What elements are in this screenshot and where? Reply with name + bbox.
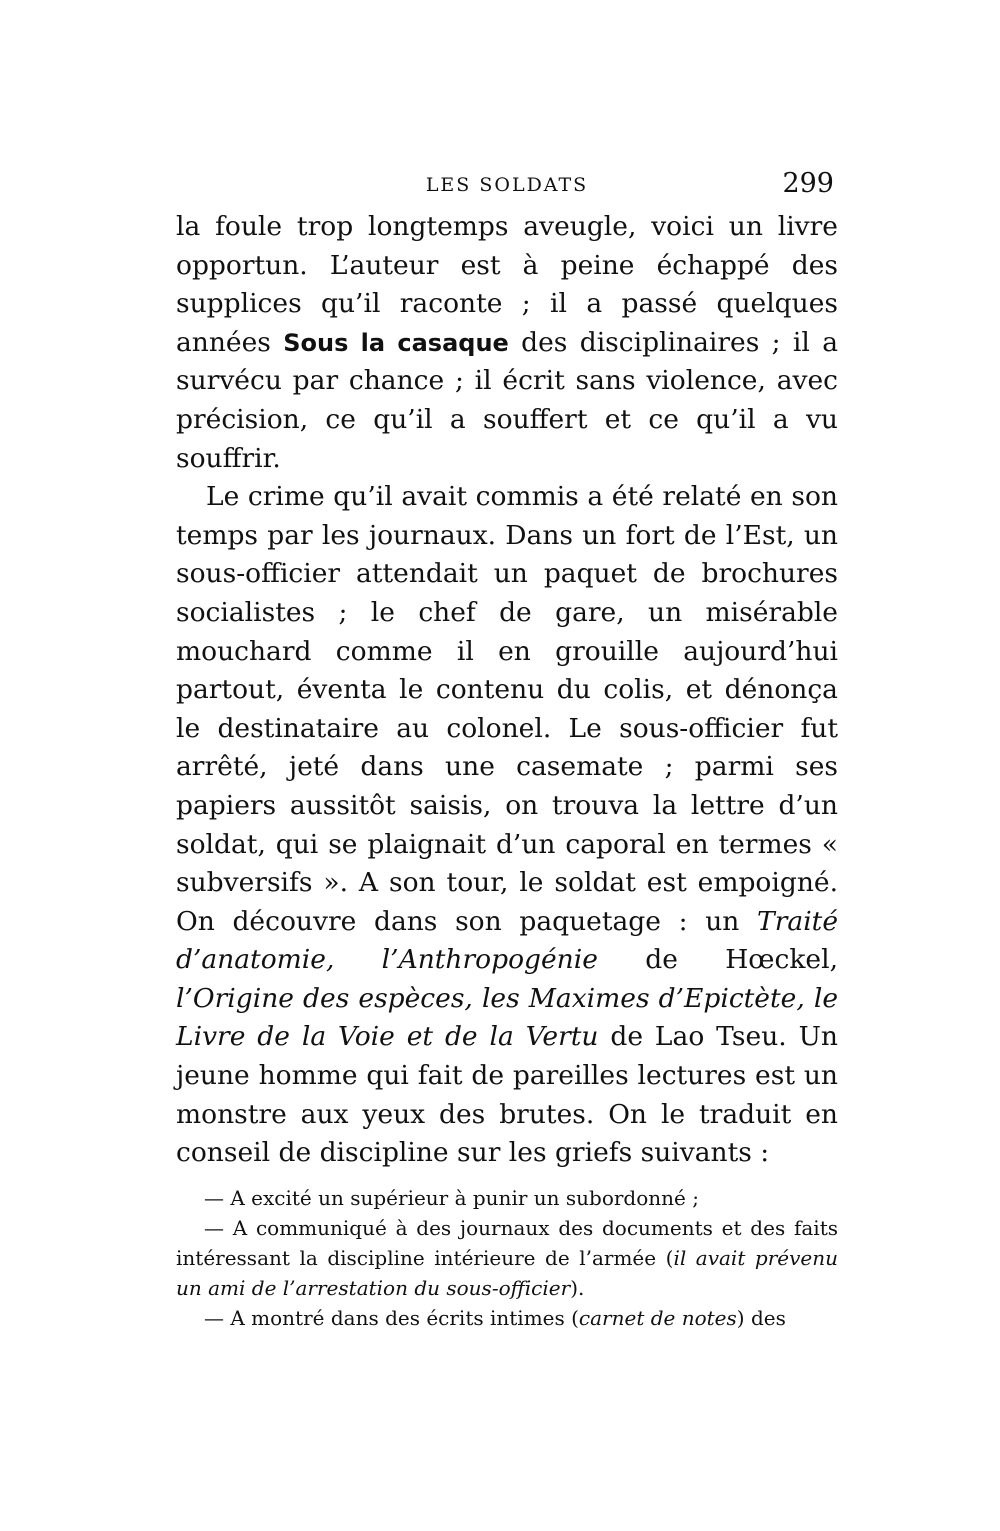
grievance-3-italic: carnet de notes [578, 1305, 737, 1330]
grievance-list [176, 1183, 838, 1333]
paragraph-1-text-a: la foule trop longtemps aveugle, voici un livre opportun. L’auteur est à peine échappé des supplices qu’il raconte ; il a passé quelques années [176, 211, 838, 358]
book-page [176, 168, 838, 1333]
paragraph-1 [176, 208, 838, 478]
book-title: Sous la casaque [283, 328, 509, 357]
paragraph-2 [176, 478, 838, 1173]
running-title: LES SOLDATS [425, 174, 589, 196]
page-number: 299 [782, 168, 834, 199]
grievance-2-text-a: — A communiqué à des journaux des documents et des faits intéressant la discipline intérieure de l’armée ( [176, 1215, 838, 1270]
paragraph-2-text-a: Le crime qu’il avait commis a été relaté en son temps par les journaux. Dans un fort de l’Est, un sous-officier attendait un paquet de brochures socialistes ; le chef de gare, un misérable mouchard comme il en grouille aujourd’hui partout, éventa le contenu du colis, et dénonça le destinataire au colonel. Le sous-officier fut arrêté, jeté dans une casemate ; parmi ses papiers aussitôt saisis, on trouva la lettre d’un soldat, qui se plaignait d’un caporal en termes « subversifs ». A son tour, le soldat est empoigné. On découvre dans son paquetage : un [176, 481, 838, 937]
grievance-3-text-a: — A montré dans des écrits intimes ( [204, 1305, 579, 1330]
grievance-3-text-b: ) des [736, 1305, 786, 1330]
grievance-2-italic: il avait prévenu un ami de l’arrestation du sous-officier [176, 1245, 838, 1300]
paragraph-2-italic-b: l’Origine des espèces, les Maximes d’Epictète, le Livre de la Voie et de la Vertu [176, 982, 838, 1053]
grievance-1: — A excité un supérieur à punir un subordonné ; [204, 1185, 699, 1210]
paragraph-2-text-b: de Hœckel, [597, 944, 838, 976]
grievance-2-text-b: ). [570, 1275, 585, 1300]
body-text [176, 208, 838, 1173]
grievance-3 [176, 1303, 838, 1333]
paragraph-2-italic-a: Traité d’anatomie, l’Anthropogénie [176, 905, 838, 976]
paragraph-1-text-b: des disciplinaires ; il a survécu par chance ; il écrit sans violence, avec précision, ce qu’il a souffert et ce qu’il a vu souffrir. [176, 326, 838, 474]
running-head [176, 168, 838, 208]
grievance-2 [176, 1213, 838, 1303]
paragraph-2-text-c: de Lao Tseu. Un jeune homme qui fait de pareilles lectures est un monstre aux yeux des brutes. On le traduit en conseil de discipline sur les griefs suivants : [176, 1021, 838, 1169]
